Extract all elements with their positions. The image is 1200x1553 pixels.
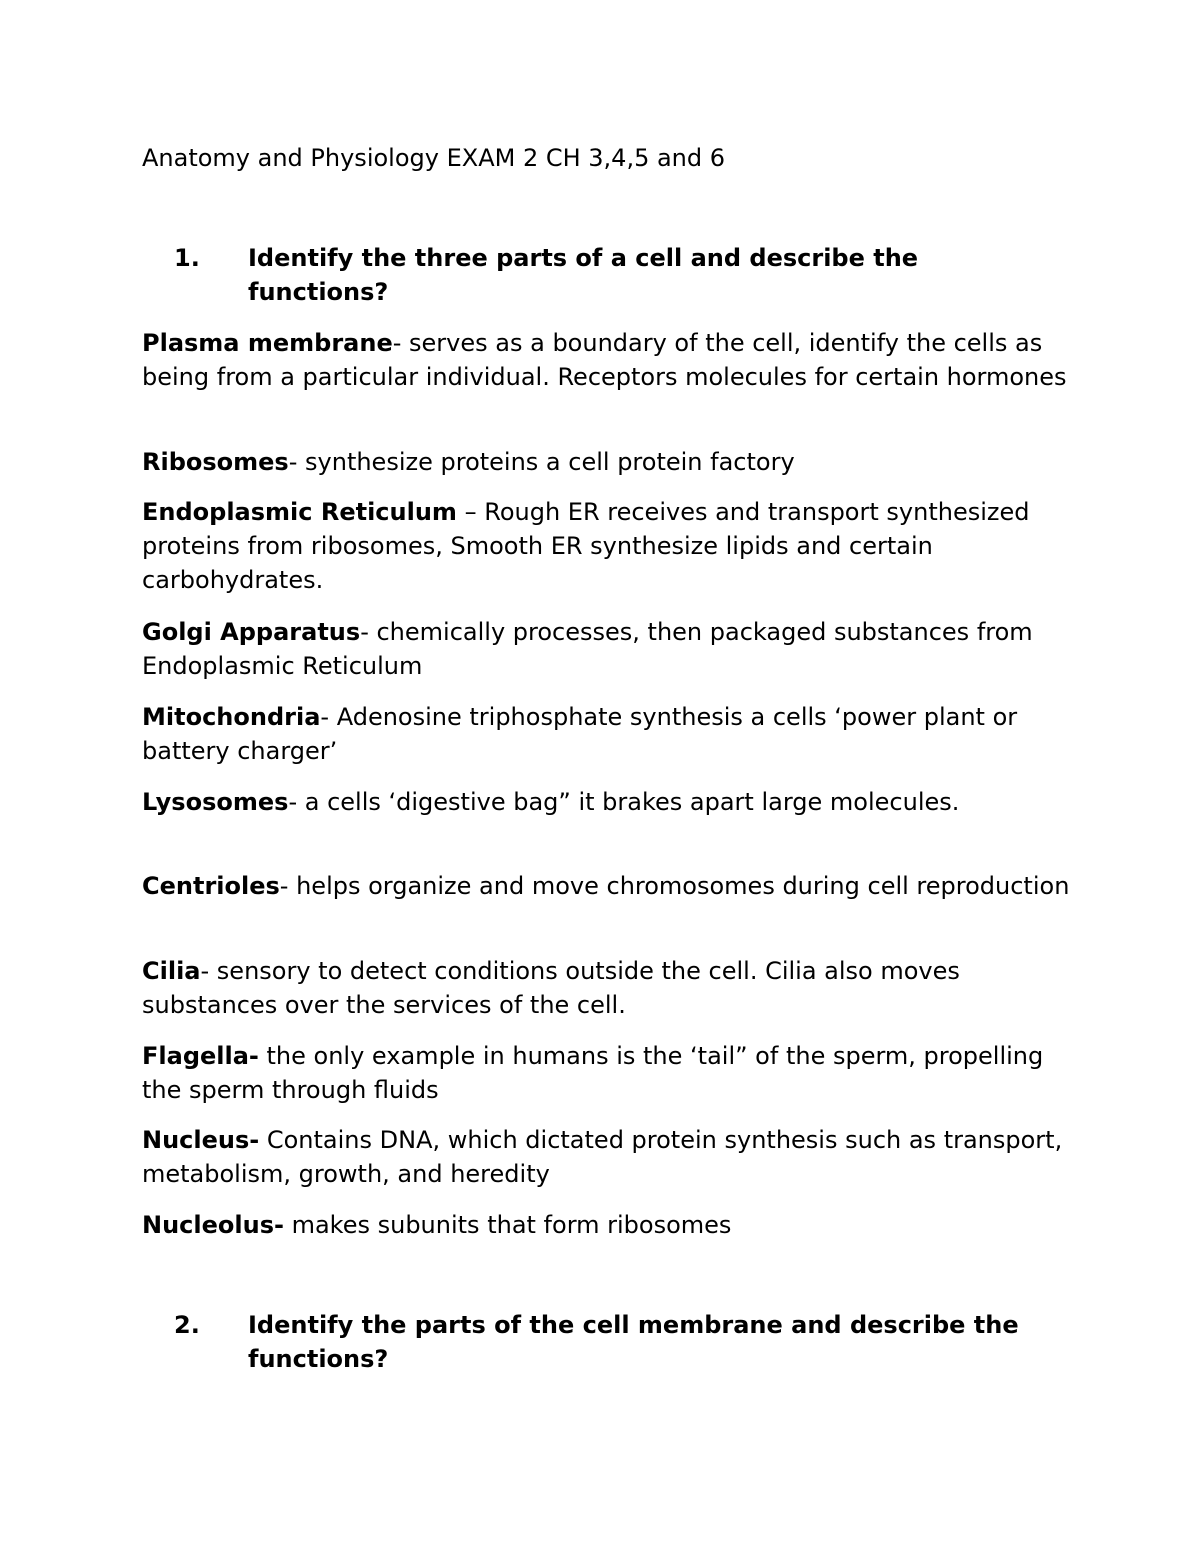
- term-definition: chemically processes, then packaged substances from Endoplasmic Reticulum: [142, 618, 1033, 680]
- term-lysosomes: [142, 785, 1072, 819]
- term-name: Mitochondria: [142, 703, 321, 731]
- term-name: Nucleus-: [142, 1126, 260, 1154]
- question-2: [142, 1308, 1042, 1376]
- term-cilia: [142, 954, 1072, 1022]
- question-number: 1.: [174, 244, 200, 272]
- term-mitochondria: [142, 700, 1072, 768]
- term-endoplasmic-reticulum: [142, 495, 1072, 597]
- document-title: Anatomy and Physiology EXAM 2 CH 3,4,5 and 6: [142, 144, 726, 172]
- question-number: 2.: [174, 1311, 200, 1339]
- term-name: Cilia: [142, 957, 201, 985]
- term-separator: -: [288, 788, 298, 816]
- term-name: Flagella-: [142, 1042, 259, 1070]
- term-name: Lysosomes: [142, 788, 289, 816]
- term-definition: Contains DNA, which dictated protein synthesis such as transport, metabolism, growth, and heredity: [142, 1126, 1063, 1188]
- term-name: Ribosomes: [142, 448, 289, 476]
- term-name: Endoplasmic Reticulum: [142, 498, 457, 526]
- term-definition: sensory to detect conditions outside the cell. Cilia also moves substances over the services of the cell.: [142, 957, 960, 1019]
- question-text: Identify the three parts of a cell and describe the functions?: [248, 244, 919, 306]
- term-separator: -: [360, 618, 369, 646]
- term-ribosomes: [142, 445, 1072, 479]
- term-name: Centrioles: [142, 872, 280, 900]
- term-plasma-membrane: [142, 326, 1072, 394]
- term-separator: -: [200, 957, 210, 985]
- term-golgi-apparatus: [142, 615, 1072, 683]
- term-centrioles: [142, 869, 1072, 903]
- question-1: [142, 241, 1042, 309]
- term-definition: makes subunits that form ribosomes: [283, 1211, 732, 1239]
- term-nucleus: [142, 1123, 1072, 1191]
- term-name: Nucleolus-: [142, 1211, 284, 1239]
- term-definition: helps organize and move chromosomes during cell reproduction: [288, 872, 1070, 900]
- term-definition: Adenosine triphosphate synthesis a cells ‘power plant or battery charger’: [142, 703, 1018, 765]
- term-flagella: [142, 1039, 1072, 1107]
- term-name: Plasma membrane: [142, 329, 393, 357]
- term-definition: Rough ER receives and transport synthesized proteins from ribosomes, Smooth ER synthesize lipids and certain carbohydrates.: [142, 498, 1030, 594]
- term-separator: -: [279, 872, 289, 900]
- term-separator: -: [392, 329, 402, 357]
- term-separator: -: [320, 703, 330, 731]
- term-separator: -: [288, 448, 298, 476]
- question-text: Identify the parts of the cell membrane and describe the functions?: [248, 1311, 1019, 1373]
- term-definition: synthesize proteins a cell protein factory: [297, 448, 795, 476]
- term-name: Golgi Apparatus: [142, 618, 361, 646]
- term-definition: a cells ‘digestive bag” it brakes apart large molecules.: [297, 788, 960, 816]
- term-definition: the only example in humans is the ‘tail” of the sperm, propelling the sperm through fluids: [142, 1042, 1044, 1104]
- term-nucleolus: [142, 1208, 1072, 1242]
- term-definition: serves as a boundary of the cell, identify the cells as being from a particular individual. Receptors molecules for certain hormones: [142, 329, 1067, 391]
- term-separator: –: [456, 498, 477, 526]
